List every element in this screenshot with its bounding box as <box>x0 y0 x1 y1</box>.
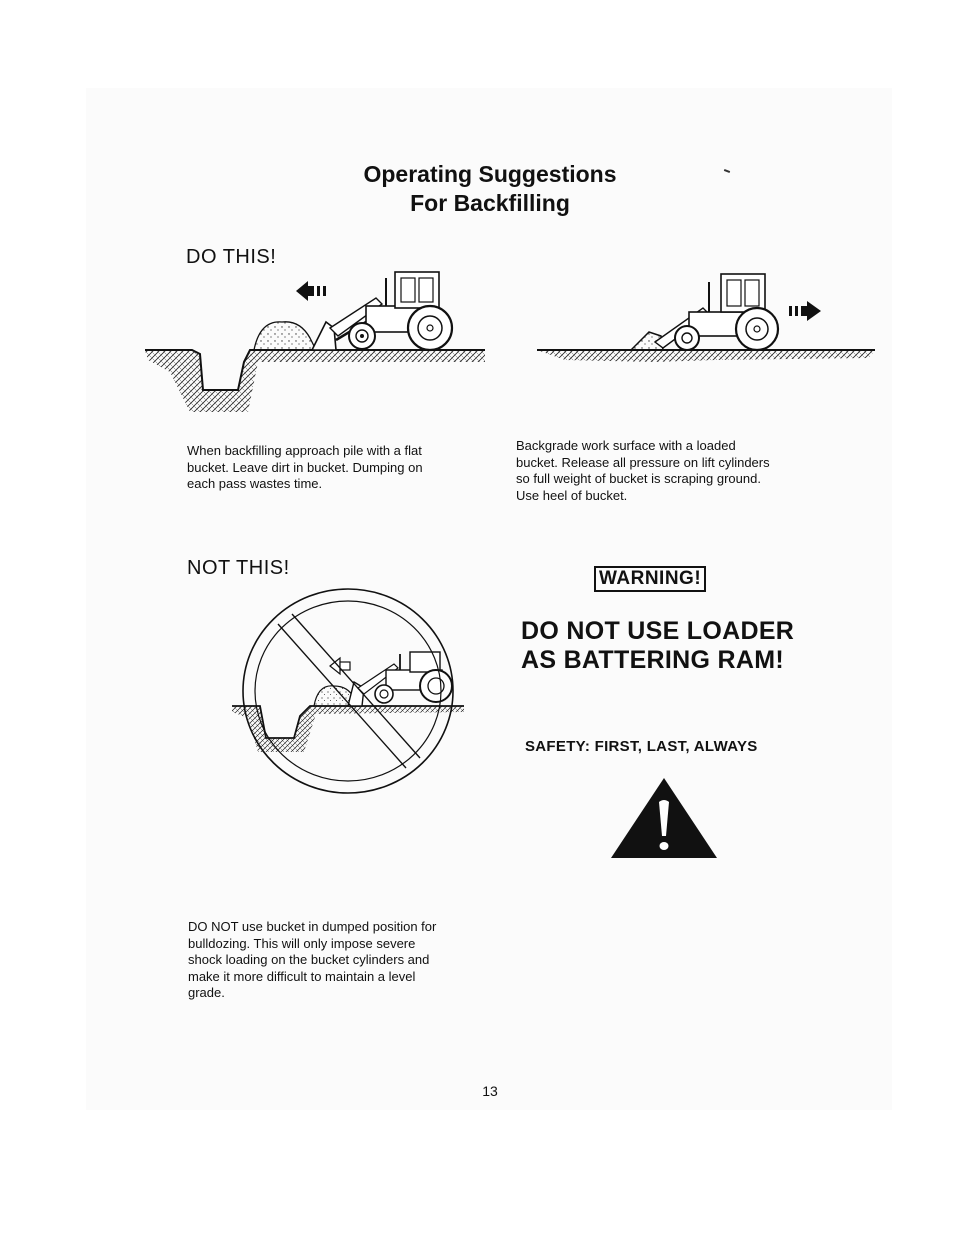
caption-line: bucket. Leave dirt in bucket. Dumping on <box>187 459 423 475</box>
caption-line: shock loading on the bucket cylinders and <box>188 952 430 967</box>
caption-line: DO NOT use bucket in dumped position for <box>188 919 437 934</box>
not-this-caption <box>188 919 488 1002</box>
page-title-line2: For Backfilling <box>410 190 570 216</box>
caption-line: grade. <box>188 985 225 1000</box>
do-this-label: DO THIS! <box>186 246 277 268</box>
caption-line: bulldozing. This will only impose severe <box>188 935 416 951</box>
not-this-label: NOT THIS! <box>187 557 290 579</box>
caption-line: Use heel of bucket. <box>516 487 628 503</box>
safety-slogan: SAFETY: FIRST, LAST, ALWAYS <box>525 738 758 755</box>
warning-triangle-icon <box>609 776 719 860</box>
caption-line: bucket. Release all pressure on lift cylinders <box>516 454 770 470</box>
page-number: 13 <box>482 1083 498 1099</box>
do-this-caption-right <box>516 438 836 504</box>
caption-line: make it more difficult to maintain a level <box>188 968 416 984</box>
caption-line: so full weight of bucket is scraping ground. <box>516 471 761 486</box>
caption-line: each pass wastes time. <box>187 476 323 491</box>
caption-line: When backfilling approach pile with a flat <box>187 443 422 458</box>
page-title-line1: Operating Suggestions <box>363 161 617 187</box>
prohibited-bulldozing-illustration <box>230 588 470 803</box>
do-this-caption-left <box>187 443 487 493</box>
backfill-approach-illustration <box>140 262 490 422</box>
caption-line: Backgrade work surface with a loaded <box>516 438 736 453</box>
warning-headline <box>521 617 841 675</box>
warning-badge: WARNING! <box>594 566 706 592</box>
warning-headline-line2: AS BATTERING RAM! <box>521 646 784 674</box>
backgrade-illustration <box>535 262 880 382</box>
warning-headline-line1: DO NOT USE LOADER <box>521 617 795 645</box>
